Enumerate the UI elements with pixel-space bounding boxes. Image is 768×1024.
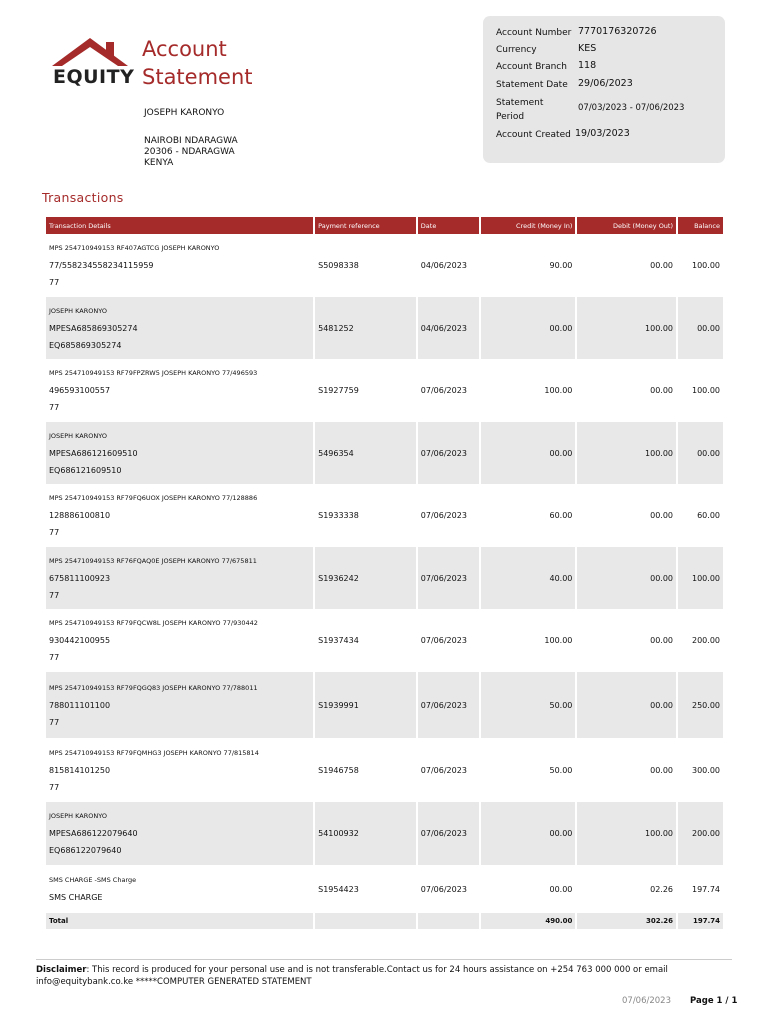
cell-balance: 200.00 (678, 802, 723, 865)
detail-line-2: MPESA686121609510 (49, 448, 138, 458)
cell-credit: 40.00 (481, 547, 576, 609)
detail-line-2: 788011101100 (49, 700, 111, 710)
address-line-2: 20306 - NDARAGWA (144, 147, 235, 157)
cell-reference: 5481252 (315, 297, 416, 359)
col-header-debit: Debit (Money Out) (577, 217, 676, 234)
detail-line-1: JOSEPH KARONYO (49, 812, 107, 820)
cell-debit: 02.26 (650, 884, 674, 894)
cell-credit: 00.00 (481, 422, 576, 484)
cell-balance: 100.00 (678, 547, 723, 609)
cell-reference: S1954423 (318, 884, 359, 894)
detail-line-2: 815814101250 (49, 765, 111, 775)
cell-date: 07/06/2023 (418, 802, 479, 865)
cell-details (46, 738, 313, 802)
cell-details (46, 609, 313, 672)
detail-line-1: JOSEPH KARONYO (49, 306, 107, 315)
currency-label: Currency (496, 45, 537, 55)
detail-line-1: MPS 254710949153 RF407AGTCG JOSEPH KARONYO (49, 244, 220, 252)
period-label-line-2: Period (496, 112, 525, 122)
detail-line-1: MPS 254710949153 RF79FQGQ83 JOSEPH KARONYO 77/788011 (49, 683, 258, 692)
table-row (46, 738, 723, 802)
table-row (46, 297, 723, 359)
detail-line-2: 675811100923 (49, 573, 111, 583)
table-row (46, 359, 723, 422)
cell-debit: 100.00 (577, 802, 676, 865)
cell-credit: 50.00 (549, 765, 573, 775)
account-branch-value: 118 (578, 60, 597, 71)
detail-line-3: EQ686122079640 (49, 846, 122, 855)
detail-line-3: 77 (49, 717, 60, 727)
detail-line-1: MPS 254710949153 RF79FPZRW5 JOSEPH KARONYO 77/496593 (49, 369, 258, 377)
cell-date: 04/06/2023 (420, 261, 467, 270)
table-row (46, 234, 723, 297)
cell-balance: 60.00 (697, 511, 720, 520)
transactions-heading: Transactions (42, 190, 124, 205)
cell-credit: 00.00 (549, 884, 573, 894)
cell-balance: 00.00 (678, 297, 723, 359)
statement-date-value: 29/06/2023 (578, 78, 633, 89)
cell-reference: S1946758 (318, 765, 359, 775)
cell-reference: S1936242 (315, 547, 416, 609)
detail-line-2: 77/558234558234115959 (49, 261, 154, 270)
account-branch-label: Account Branch (496, 62, 567, 72)
table-body (46, 234, 723, 913)
cell-details (46, 297, 313, 359)
table-row (46, 672, 723, 738)
table-row (46, 484, 723, 547)
cell-details (46, 672, 313, 738)
period-label-line-1: Statement (496, 98, 544, 108)
house-roof-icon (52, 36, 130, 68)
col-header-reference: Payment reference (315, 217, 416, 234)
statement-date-row (496, 78, 633, 92)
detail-line-1: MPS 254710949153 RF76FQAQ0E JOSEPH KARONYO 77/675811 (49, 556, 257, 565)
detail-line-1: MPS 254710949153 RF79FQMHG3 JOSEPH KARONYO 77/815814 (49, 748, 259, 757)
cell-balance: 100.00 (692, 261, 720, 270)
title-line-2: Statement (142, 65, 253, 89)
table-header-row (46, 217, 723, 234)
cell-date: 07/06/2023 (420, 884, 467, 894)
col-header-balance: Balance (678, 217, 723, 234)
detail-line-3: 77 (49, 278, 60, 287)
table-row (46, 547, 723, 609)
cell-date: 07/06/2023 (420, 765, 467, 775)
cell-credit: 100.00 (544, 636, 573, 645)
table-row (46, 422, 723, 484)
cell-debit: 100.00 (577, 297, 676, 359)
currency-row (496, 43, 596, 57)
col-header-date: Date (418, 217, 479, 234)
detail-line-2: MPESA686122079640 (49, 829, 138, 838)
cell-balance: 100.00 (692, 386, 720, 395)
cell-credit: 60.00 (549, 511, 573, 520)
detail-line-3: EQ686121609510 (49, 465, 122, 475)
detail-line-3: EQ685869305274 (49, 340, 122, 350)
account-holder-name: JOSEPH KARONYO (144, 108, 225, 118)
detail-line-3: 77 (49, 590, 60, 600)
detail-line-1: SMS CHARGE -SMS Charge (49, 876, 137, 884)
cell-reference: 5496354 (315, 422, 416, 484)
account-created-value: 19/03/2023 (575, 128, 630, 139)
cell-credit: 00.00 (481, 802, 576, 865)
cell-date: 07/06/2023 (418, 547, 479, 609)
detail-line-2: 496593100557 (49, 386, 111, 395)
total-label: Total (46, 913, 313, 929)
page-title (142, 35, 253, 91)
statement-date-label: Statement Date (496, 80, 568, 90)
detail-line-2: SMS CHARGE (49, 893, 103, 902)
cell-date: 07/06/2023 (420, 636, 467, 645)
disclaimer-label: Disclaimer (36, 965, 87, 975)
cell-details (46, 484, 313, 547)
cell-debit: 00.00 (650, 386, 674, 395)
cell-debit: 00.00 (577, 547, 676, 609)
cell-debit: 00.00 (577, 672, 676, 738)
account-number-label: Account Number (496, 28, 572, 38)
statement-period-label (496, 96, 578, 124)
cell-reference: S1937434 (318, 636, 359, 645)
total-date-empty (418, 913, 479, 929)
detail-line-1: MPS 254710949153 RF79FQ6UOX JOSEPH KARONYO 77/128886 (49, 494, 258, 502)
cell-debit: 00.00 (650, 261, 674, 270)
footer-date: 07/06/2023 (622, 996, 671, 1006)
detail-line-1: MPS 254710949153 RF79FQCW8L JOSEPH KARONYO 77/930442 (49, 619, 258, 627)
total-balance: 197.74 (678, 913, 723, 929)
cell-credit: 100.00 (544, 386, 573, 395)
detail-line-2: MPESA685869305274 (49, 323, 138, 333)
detail-line-1: JOSEPH KARONYO (49, 431, 107, 440)
col-header-details: Transaction Details (46, 217, 313, 234)
title-line-1: Account (142, 37, 227, 61)
cell-balance: 197.74 (692, 884, 720, 894)
disclaimer-text: : This record is produced for your personal use and is not transferable.Contact us for 24 hours assistance on +254 763 000 000 or email info@equitybank.co.ke *****COMPUTER GENERATED STATEMENT (36, 965, 668, 987)
cell-balance: 00.00 (678, 422, 723, 484)
cell-debit: 00.00 (650, 511, 674, 520)
cell-balance: 300.00 (692, 765, 720, 775)
cell-date: 07/06/2023 (418, 672, 479, 738)
page-number: Page 1 / 1 (690, 996, 738, 1006)
account-created-row (496, 128, 630, 142)
cell-reference: S1939991 (315, 672, 416, 738)
brand-name: EQUITY (53, 66, 135, 88)
cell-date: 07/06/2023 (420, 511, 467, 520)
cell-details (46, 422, 313, 484)
cell-date: 04/06/2023 (418, 297, 479, 359)
statement-period-row (496, 96, 684, 124)
cell-credit: 90.00 (549, 261, 573, 270)
table-row (46, 609, 723, 672)
cell-credit: 00.00 (481, 297, 576, 359)
cell-details (46, 234, 313, 297)
cell-details (46, 547, 313, 609)
cell-reference: S1933338 (318, 511, 359, 520)
cell-credit: 50.00 (481, 672, 576, 738)
total-debit: 302.26 (577, 913, 676, 929)
cell-date: 07/06/2023 (418, 422, 479, 484)
total-credit: 490.00 (481, 913, 576, 929)
table-row (46, 802, 723, 865)
table-row (46, 865, 723, 913)
cell-details (46, 359, 313, 422)
cell-reference: S5098338 (318, 261, 359, 270)
cell-debit: 00.00 (650, 765, 674, 775)
transactions-table (44, 217, 725, 929)
disclaimer (36, 964, 736, 988)
currency-value: KES (578, 43, 597, 54)
account-branch-row (496, 60, 596, 74)
cell-balance: 200.00 (692, 636, 720, 645)
total-row (46, 913, 723, 929)
cell-details (46, 802, 313, 865)
address-line-1: NAIROBI NDARAGWA (144, 136, 238, 146)
cell-details (46, 865, 313, 913)
detail-line-3: 77 (49, 782, 60, 792)
address-line-3: KENYA (144, 158, 174, 168)
detail-line-3: 77 (49, 528, 60, 537)
total-ref-empty (315, 913, 416, 929)
account-created-label: Account Created (496, 130, 571, 140)
detail-line-3: 77 (49, 653, 60, 662)
col-header-credit: Credit (Money In) (481, 217, 576, 234)
detail-line-3: 77 (49, 403, 60, 412)
account-number-row (496, 26, 657, 40)
detail-line-2: 930442100955 (49, 636, 111, 645)
account-holder-address (144, 136, 238, 169)
cell-date: 07/06/2023 (420, 386, 467, 395)
account-info-box (483, 16, 725, 163)
cell-reference: 54100932 (315, 802, 416, 865)
detail-line-2: 128886100810 (49, 511, 111, 520)
statement-period-value: 07/03/2023 - 07/06/2023 (578, 103, 685, 113)
footer-divider (36, 959, 732, 960)
cell-debit: 00.00 (650, 636, 674, 645)
account-number-value: 7770176320726 (578, 26, 657, 37)
cell-balance: 250.00 (678, 672, 723, 738)
cell-reference: S1927759 (318, 386, 359, 395)
cell-debit: 100.00 (577, 422, 676, 484)
